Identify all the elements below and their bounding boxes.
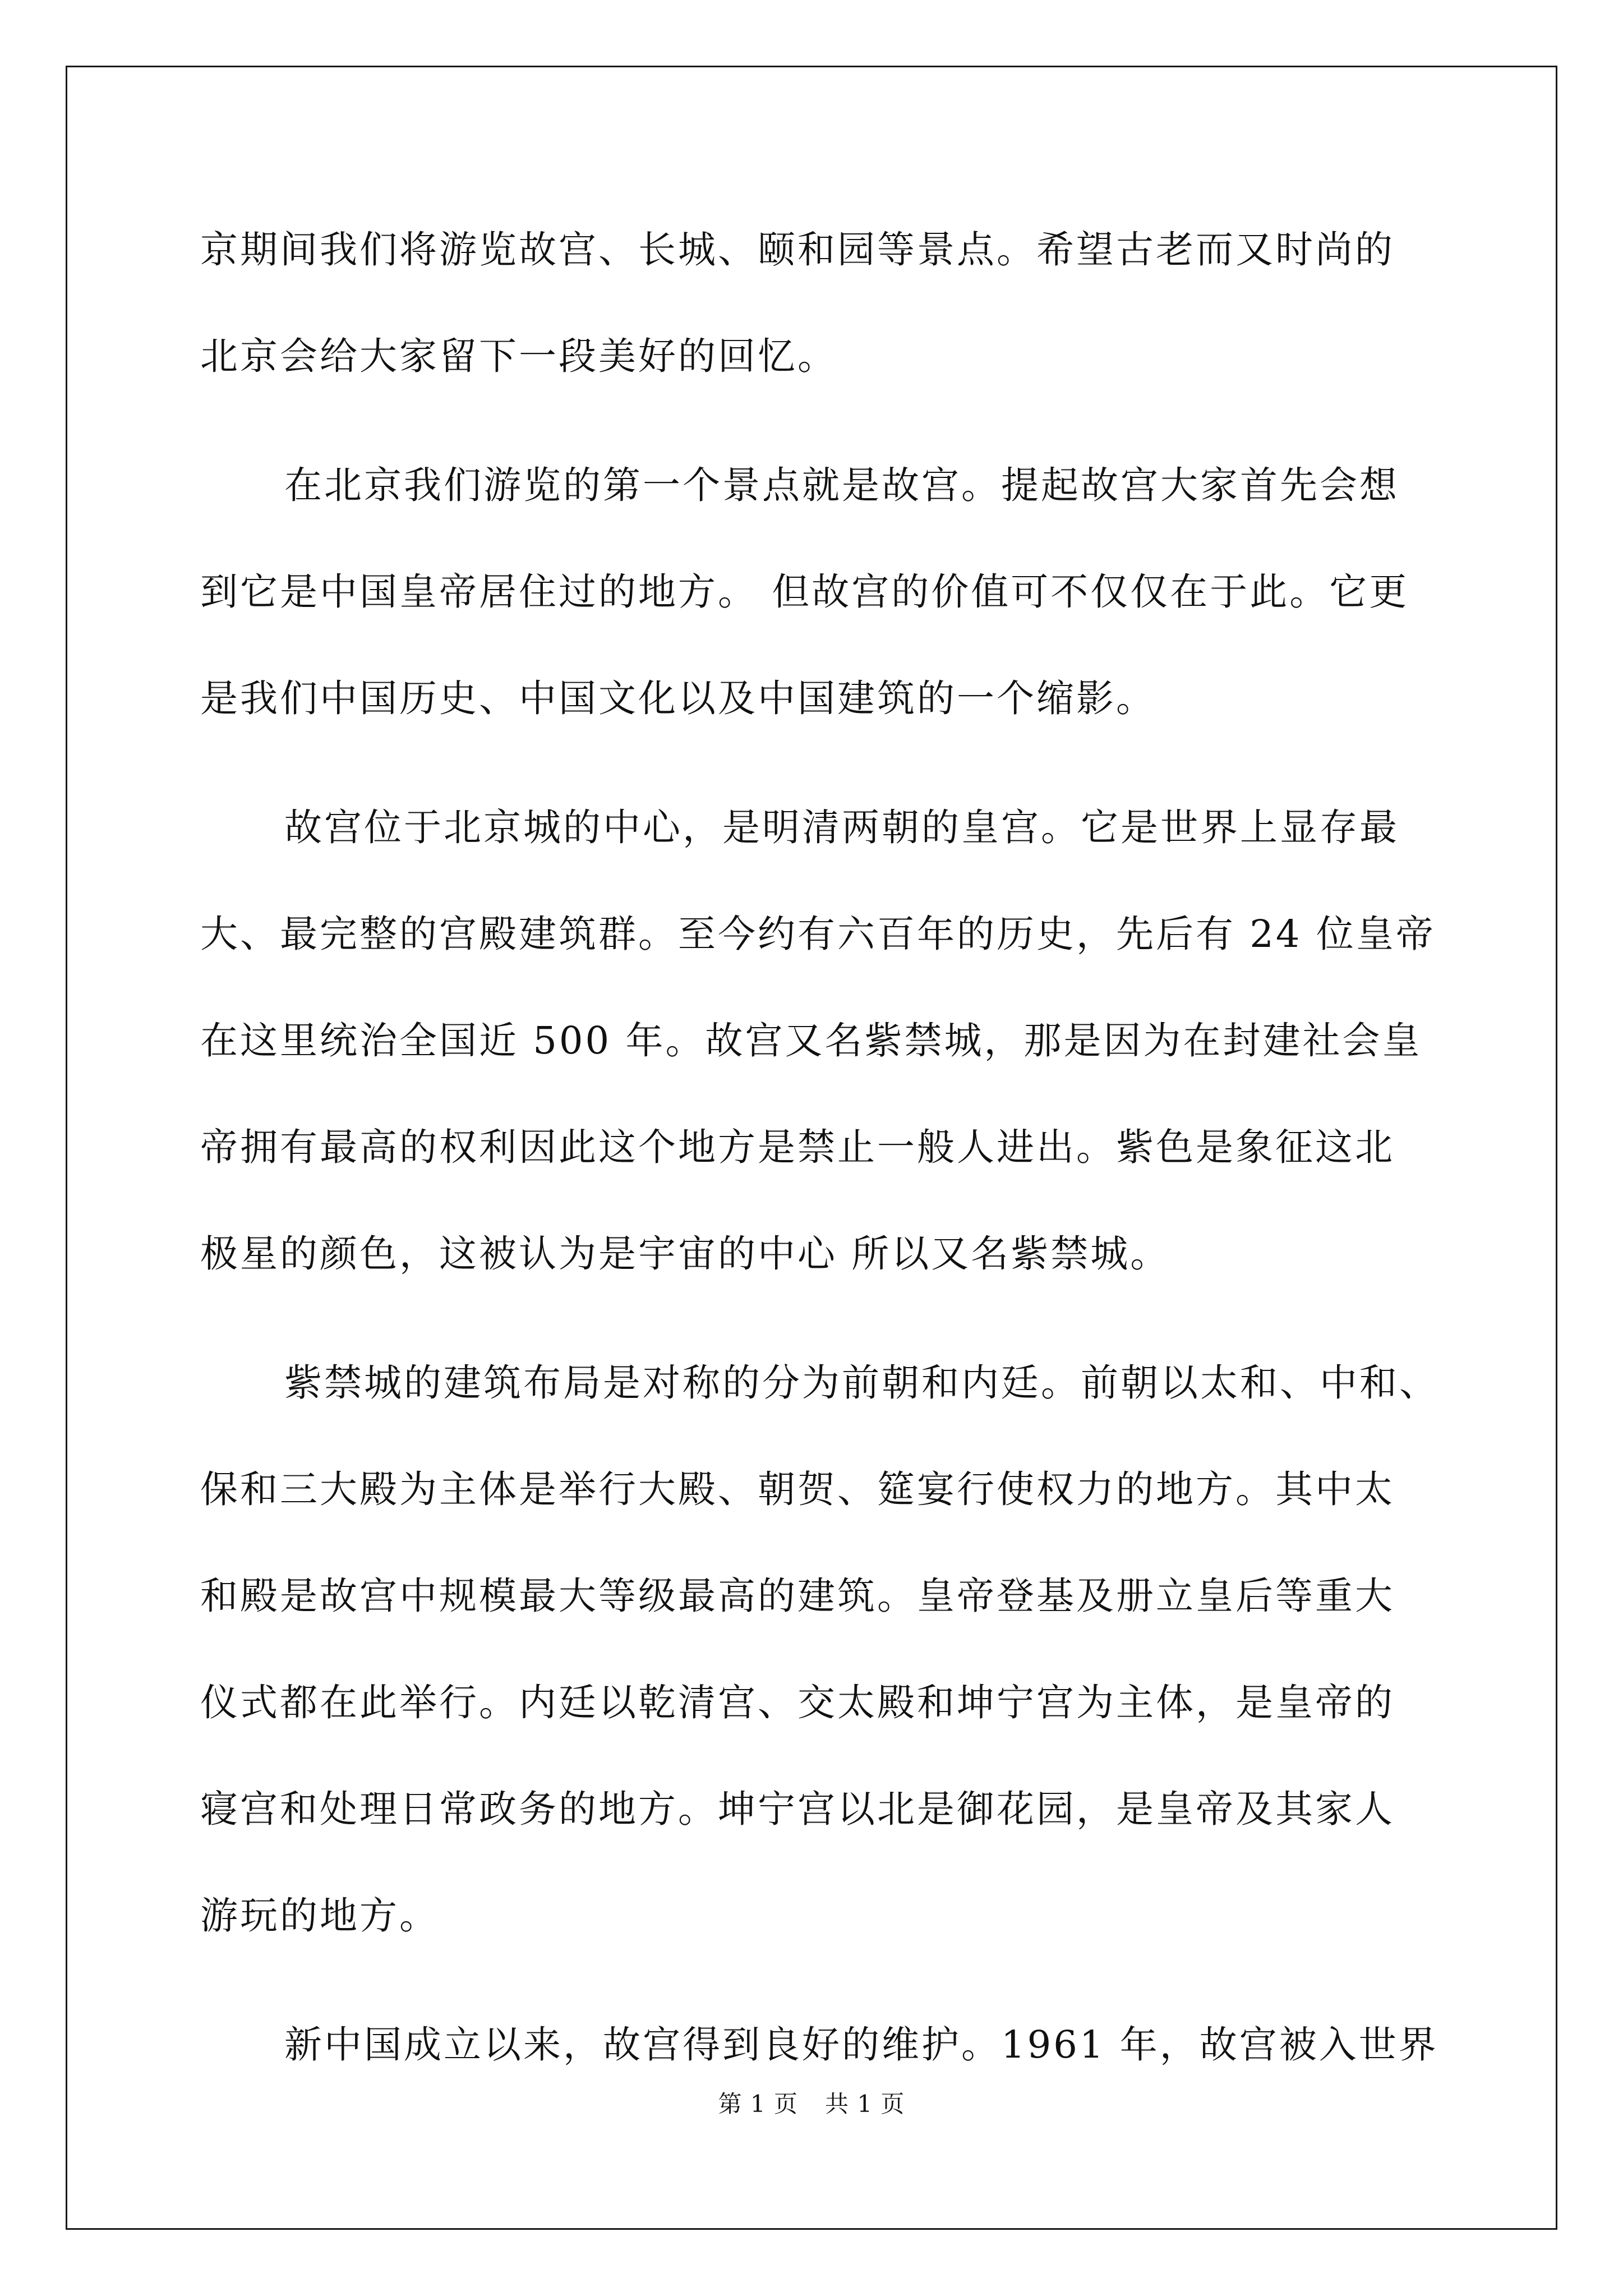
page-total: 共 1 页 [825, 2090, 905, 2118]
text-line: 新中国成立以来，故宫得到良好的维护。1961 年，故宫被入世界 [284, 2023, 1438, 2067]
text-line: 寝宫和处理日常政务的地方。坤宁宫以北是御花园，是皇帝及其家人 [200, 1787, 1395, 1831]
text-line: 极星的颜色，这被认为是宇宙的中心 所以又名紫禁城。 [200, 1232, 1170, 1276]
document-body [200, 196, 1451, 2098]
text-line: 和殿是故宫中规模最大等级最高的建筑。皇帝登基及册立皇后等重大 [200, 1574, 1395, 1618]
text-line: 到它是中国皇帝居住过的地方。 但故宫的价值可不仅仅在于此。它更 [200, 570, 1409, 614]
text-line: 故宫位于北京城的中心，是明清两朝的皇宫。它是世界上显存最 [284, 806, 1399, 849]
text-line: 是我们中国历史、中国文化以及中国建筑的一个缩影。 [200, 677, 1156, 720]
page-number: 第 1 页 [718, 2090, 798, 2118]
text-line: 游玩的地方。 [200, 1894, 439, 1938]
text-line: 北京会给大家留下一段美好的回忆。 [200, 334, 837, 378]
text-line: 紫禁城的建筑布局是对称的分为前朝和内廷。前朝以太和、中和、 [284, 1361, 1439, 1405]
text-line: 保和三大殿为主体是举行大殿、朝贺、筵宴行使权力的地方。其中太 [200, 1467, 1395, 1511]
text-line: 在这里统治全国近 500 年。故宫又名紫禁城，那是因为在封建社会皇 [200, 1019, 1422, 1062]
text-line: 帝拥有最高的权利因此这个地方是禁止一般人进出。紫色是象征这北 [200, 1125, 1395, 1169]
text-line: 在北京我们游览的第一个景点就是故宫。提起故宫大家首先会想 [284, 463, 1399, 507]
text-line: 仪式都在此举行。内廷以乾清宫、交太殿和坤宁宫为主体，是皇帝的 [200, 1681, 1395, 1724]
text-line: 京期间我们将游览故宫、长城、颐和园等景点。希望古老而又时尚的 [200, 228, 1395, 272]
text-line: 大、最完整的宫殿建筑群。至今约有六百年的历史，先后有 24 位皇帝 [200, 912, 1436, 956]
page-footer [0, 2086, 1623, 2119]
